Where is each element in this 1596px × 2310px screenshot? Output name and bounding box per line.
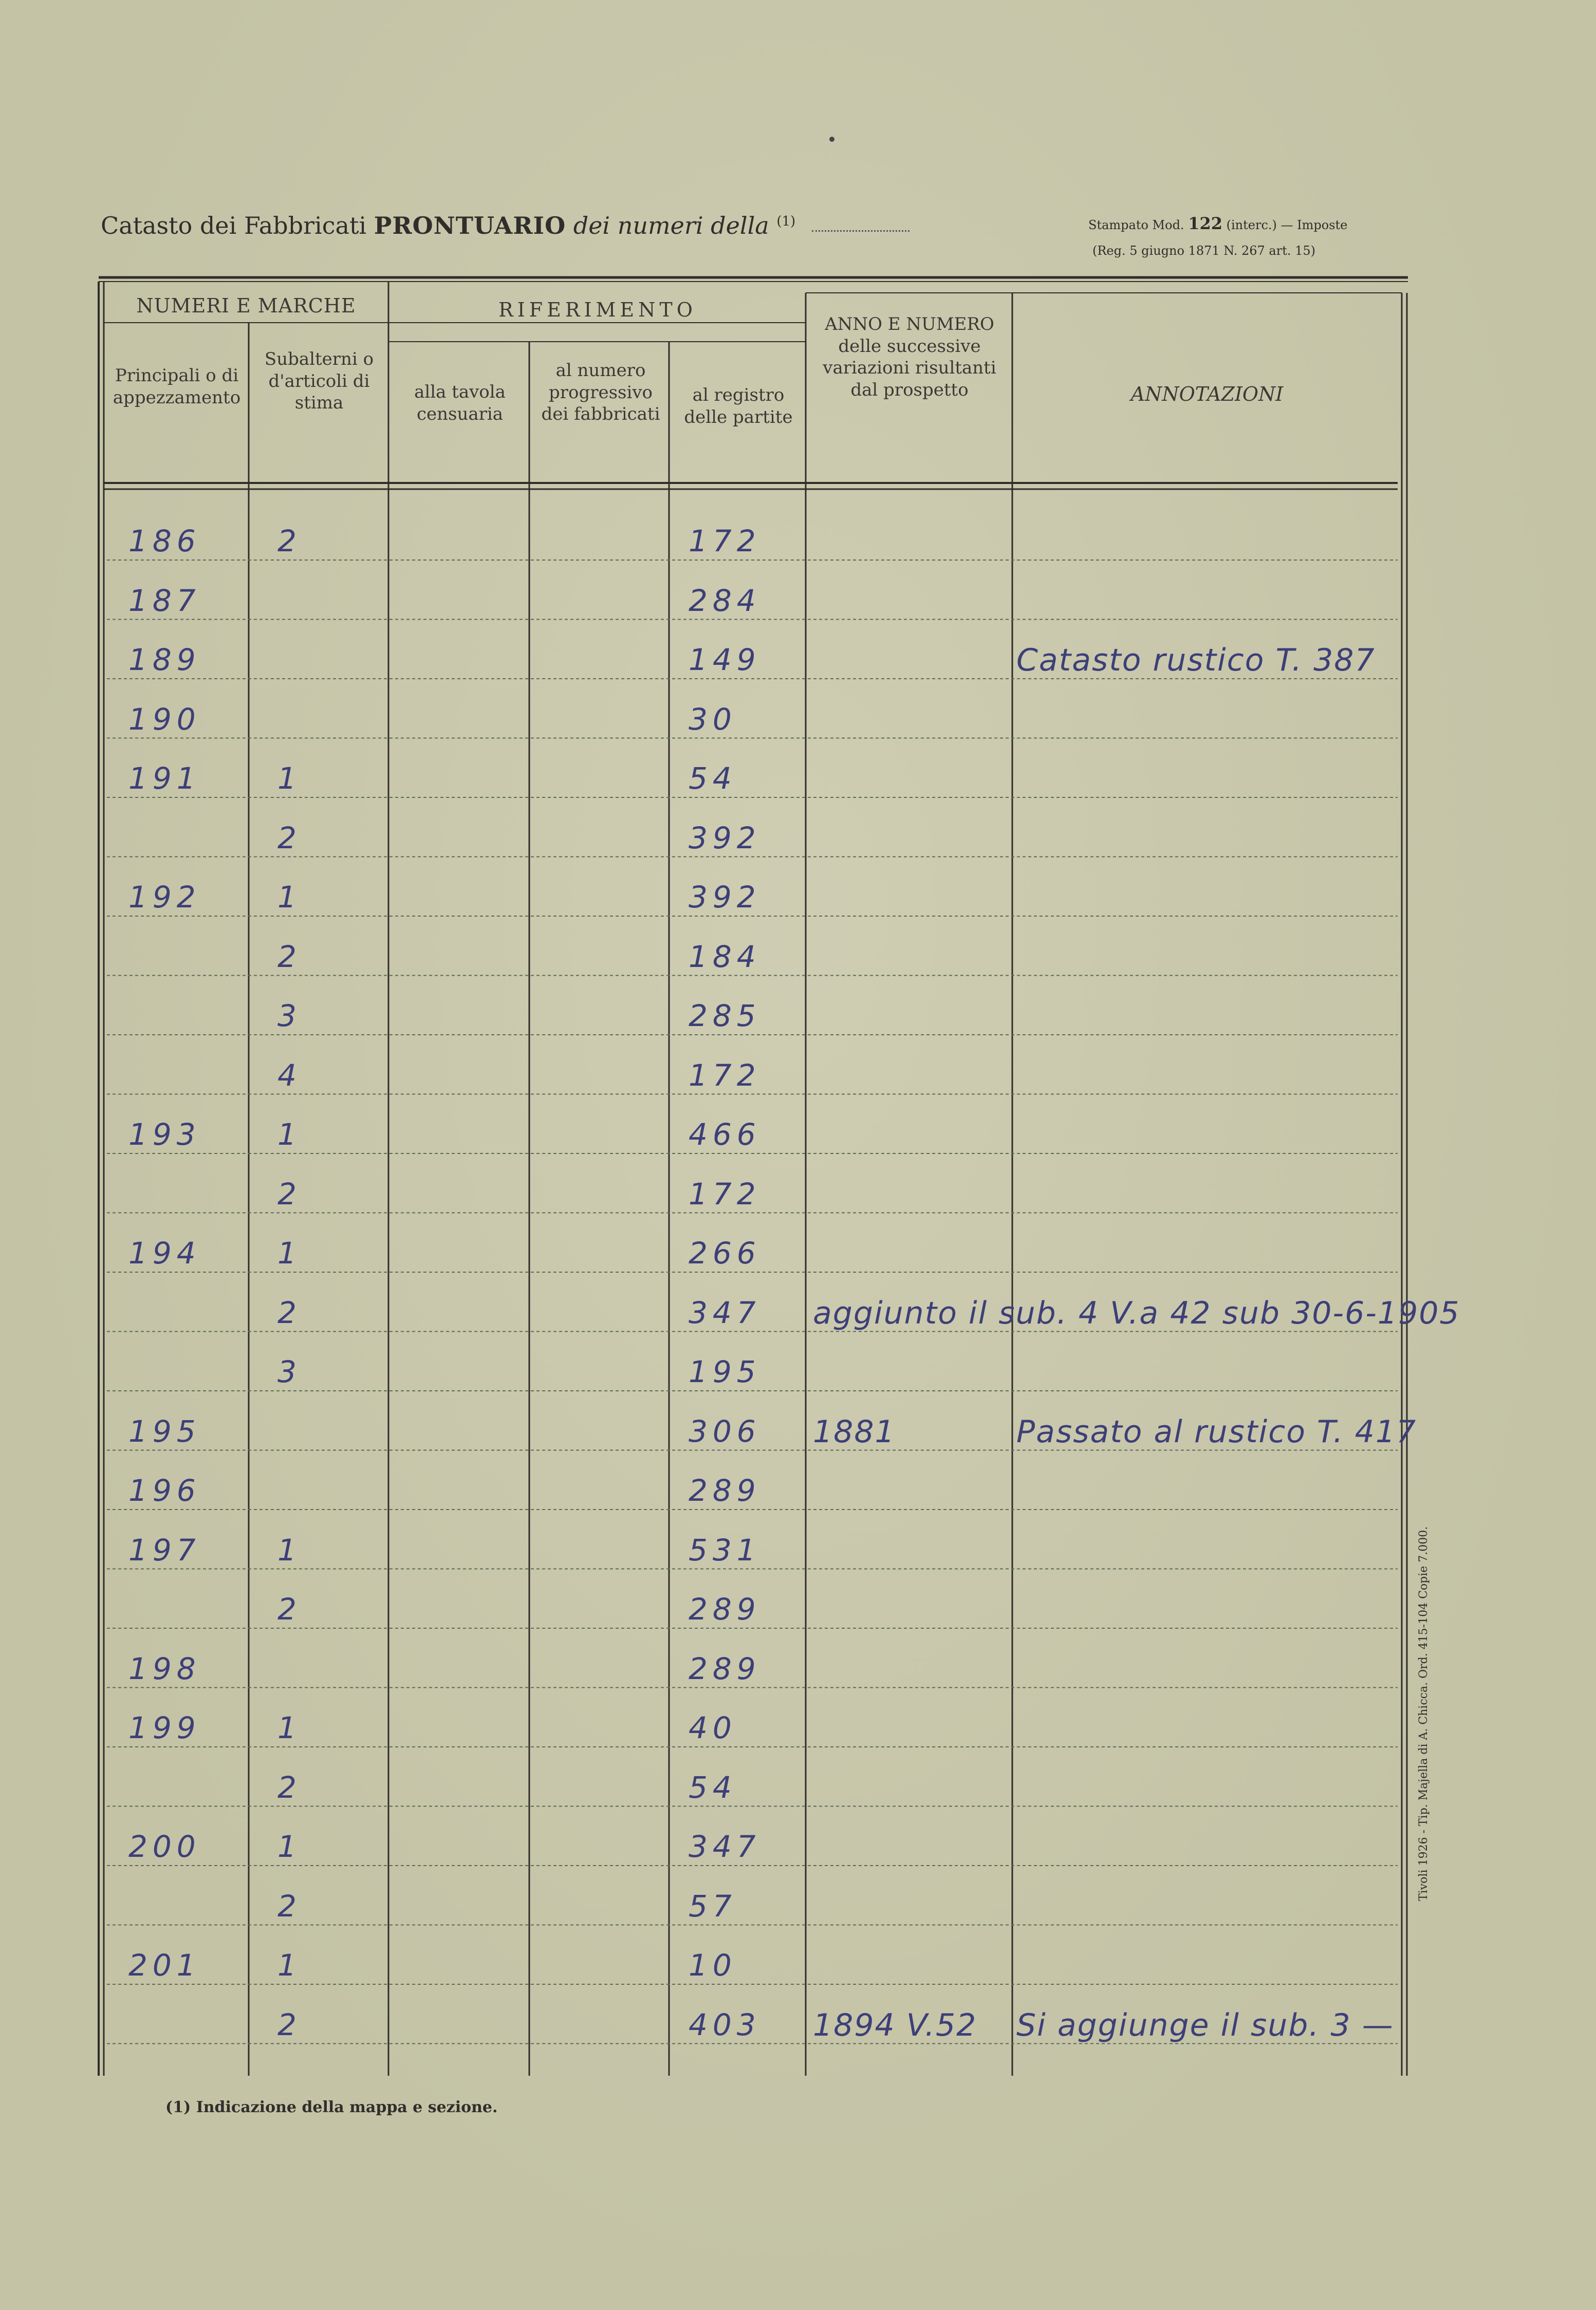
cell-registro: 172 [689, 1057, 761, 1093]
cell-registro: 392 [689, 880, 761, 915]
cell-registro: 466 [689, 1117, 761, 1152]
cell-subalterno: 1 [277, 880, 302, 915]
cell-registro: 266 [689, 1236, 761, 1271]
cell-principale: 192 [128, 880, 201, 915]
cell-registro: 184 [689, 939, 761, 974]
cell-subalterno: 1 [277, 1710, 302, 1745]
print-info-label: Stampato Mod. [1088, 218, 1184, 232]
cell-registro: 172 [689, 1176, 761, 1212]
cell-principale: 189 [128, 642, 201, 677]
cell-registro: 149 [689, 642, 761, 677]
cell-registro: 347 [689, 1295, 761, 1330]
cell-principale: 186 [128, 524, 201, 558]
cell-subalterno: 3 [277, 1354, 302, 1389]
cell-principale: 187 [128, 583, 201, 618]
cell-registro: 284 [689, 583, 761, 618]
cell-registro: 195 [689, 1354, 761, 1389]
header-tavola: alla tavola censuaria [414, 382, 506, 424]
print-info-suffix: (interc.) — Imposte [1226, 218, 1348, 232]
cell-registro: 54 [689, 1769, 737, 1805]
cell-subalterno: 2 [277, 2007, 302, 2042]
cell-registro: 54 [689, 761, 737, 796]
cell-principale: 195 [128, 1413, 201, 1449]
cell-principale: 194 [128, 1236, 201, 1271]
header-registro: al registro delle partite [684, 385, 793, 427]
cell-principale: 198 [128, 1651, 201, 1686]
cell-annotazione: Passato al rustico T. 417 [1016, 1413, 1417, 1450]
cell-anno-numero: aggiunto il sub. 4 V.a 42 sub 30-6-1905 [813, 1295, 1460, 1331]
header-numero-progressivo: al numero progressivo dei fabbricati [541, 360, 660, 424]
cell-annotazione: Catasto rustico T. 387 [1016, 642, 1376, 678]
cell-subalterno: 2 [277, 1295, 302, 1330]
cell-registro: 392 [689, 820, 761, 855]
header-anno-numero: ANNO E NUMERO delle successive variazioni risultanti dal prospetto [823, 314, 996, 400]
header-numeri-marche: NUMERI E MARCHE [136, 294, 356, 317]
cell-principale: 199 [128, 1710, 201, 1745]
cell-subalterno: 3 [277, 998, 302, 1033]
cell-principale: 197 [128, 1532, 201, 1568]
print-info-line2: (Reg. 5 giugno 1871 N. 267 art. 15) [1092, 244, 1316, 258]
cell-subalterno: 4 [277, 1057, 302, 1093]
cell-subalterno: 1 [277, 1532, 302, 1568]
title-italic: dei numeri della [573, 212, 769, 239]
cell-anno-numero: 1881 [813, 1413, 896, 1450]
print-info-number: 122 [1188, 214, 1222, 233]
cell-subalterno: 2 [277, 1888, 302, 1924]
cell-registro: 40 [689, 1710, 737, 1745]
cell-principale: 190 [128, 701, 201, 737]
title-prefix: Catasto dei Fabbricati [101, 212, 367, 239]
cell-subalterno: 2 [277, 1592, 302, 1627]
cell-principale: 200 [128, 1829, 201, 1864]
title-bold: PRONTUARIO [374, 212, 566, 239]
cell-registro: 289 [689, 1651, 761, 1686]
cell-registro: 289 [689, 1473, 761, 1508]
cell-registro: 172 [689, 524, 761, 558]
cell-registro: 57 [689, 1888, 737, 1924]
cell-subalterno: 1 [277, 1948, 302, 1983]
cell-registro: 30 [689, 701, 737, 737]
cell-registro: 289 [689, 1592, 761, 1627]
cell-registro: 531 [689, 1532, 761, 1568]
cell-principale: 193 [128, 1117, 201, 1152]
cell-subalterno: 1 [277, 761, 302, 796]
printer-imprint: Tivoli 1926 - Tip. Majella di A. Chicca. Ord. 415-104 Copie 7.000. [1417, 1526, 1430, 1901]
cell-anno-numero: 1894 V.52 [813, 2007, 977, 2043]
cell-subalterno: 2 [277, 939, 302, 974]
cell-subalterno: 2 [277, 524, 302, 558]
header-subalterni: Subalterni o d'articoli di stima [264, 349, 374, 413]
cell-principale: 196 [128, 1473, 201, 1508]
cell-subalterno: 1 [277, 1829, 302, 1864]
cell-subalterno: 2 [277, 820, 302, 855]
cell-registro: 10 [689, 1948, 737, 1983]
cell-principale: 191 [128, 761, 201, 796]
cell-registro: 285 [689, 998, 761, 1033]
cell-subalterno: 2 [277, 1176, 302, 1212]
header-annotazioni: ANNOTAZIONI [1130, 383, 1284, 405]
header-principali: Principali o di appezzamento [113, 365, 241, 408]
cell-subalterno: 2 [277, 1769, 302, 1805]
cell-annotazione: Si aggiunge il sub. 3 — [1016, 2007, 1394, 2043]
cell-principale: 201 [128, 1948, 201, 1983]
cell-registro: 347 [689, 1829, 761, 1864]
cell-subalterno: 1 [277, 1117, 302, 1152]
header-riferimento: RIFERIMENTO [498, 299, 697, 321]
title-note-mark: (1) [776, 214, 796, 229]
cell-registro: 306 [689, 1413, 761, 1449]
footnote: (1) Indicazione della mappa e sezione. [165, 2098, 498, 2116]
cell-subalterno: 1 [277, 1236, 302, 1271]
cell-registro: 403 [689, 2007, 761, 2042]
